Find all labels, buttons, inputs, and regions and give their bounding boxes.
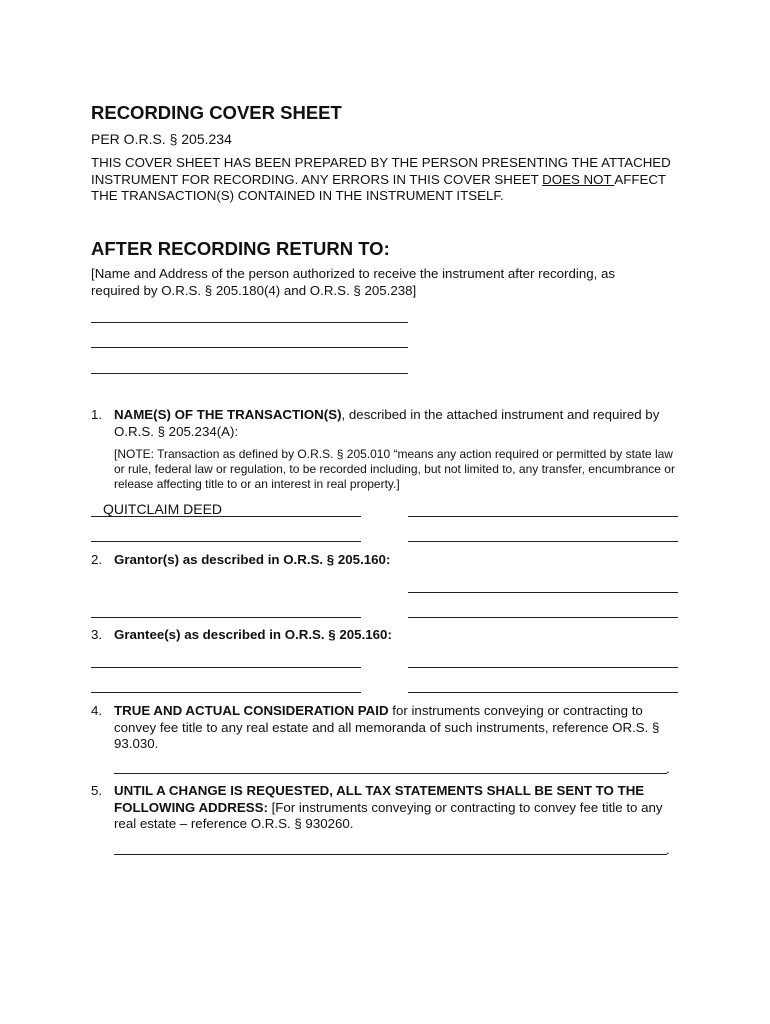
grantee-line-1[interactable] bbox=[91, 667, 361, 668]
return-to-instructions: [Name and Address of the person authorized to receive the instrument after recording, as required by O.R.S. § 205.180(4) and O.R.S. § 205.238] bbox=[91, 266, 616, 298]
transaction-line-4[interactable] bbox=[408, 541, 678, 542]
grantor-line-2[interactable] bbox=[91, 617, 361, 618]
consideration-line-end: . bbox=[666, 761, 670, 776]
grantee-line-2[interactable] bbox=[408, 667, 678, 668]
consideration-line[interactable] bbox=[114, 773, 667, 774]
section-2-heading: Grantor(s) as described in O.R.S. § 205.160: bbox=[114, 552, 391, 567]
section-5-bold: UNTIL A CHANGE IS REQUESTED, ALL TAX STATEMENTS SHALL BE SENT TO THE FOLLOWING ADDRESS: bbox=[114, 783, 645, 815]
tax-address-line[interactable] bbox=[114, 854, 667, 855]
section-4-heading bbox=[114, 703, 674, 753]
section-1-text: , described in the attached instrument and required by O.R.S. § 205.234(A): bbox=[114, 407, 660, 439]
transaction-name-value: QUITCLAIM DEED bbox=[103, 501, 223, 517]
section-4-text: for instruments conveying or contracting to convey fee title to any real estate and all memoranda of such instruments, reference OR.S. § 93.030. bbox=[114, 703, 660, 751]
return-to-title: AFTER RECORDING RETURN TO: bbox=[91, 238, 390, 259]
transaction-line-3[interactable] bbox=[91, 541, 361, 542]
grantor-line-3[interactable] bbox=[408, 617, 678, 618]
page-title: RECORDING COVER SHEET bbox=[91, 102, 342, 123]
section-5-number: 5. bbox=[91, 783, 103, 798]
return-address-line-2[interactable] bbox=[91, 347, 408, 348]
section-1-heading bbox=[114, 407, 676, 440]
section-4-bold: TRUE AND ACTUAL CONSIDERATION PAID bbox=[114, 703, 389, 718]
section-4-number: 4. bbox=[91, 703, 103, 718]
grantor-line-1[interactable] bbox=[408, 592, 678, 593]
section-2-number: 2. bbox=[91, 552, 103, 567]
notice-text-2: AFFECT THE TRANSACTION(S) CONTAINED IN THE INSTRUMENT ITSELF. bbox=[91, 171, 666, 203]
cover-sheet-notice bbox=[91, 155, 671, 205]
grantee-line-3[interactable] bbox=[91, 692, 361, 693]
return-address-line-1[interactable] bbox=[91, 322, 408, 323]
notice-underlined: DOES NOT bbox=[542, 171, 615, 187]
transaction-line-2[interactable] bbox=[408, 516, 678, 517]
section-3-heading: Grantee(s) as described in O.R.S. § 205.160: bbox=[114, 627, 392, 642]
tax-address-line-end: . bbox=[666, 842, 670, 857]
section-1-note: [NOTE: Transaction as defined by O.R.S. § 205.010 “means any action required or permitted by state law or rule, federal law or regulation, to be recorded including, but not limited to, any transfer, encumbrance or release affecting title to or an interest in real property.] bbox=[114, 447, 675, 492]
section-1-number: 1. bbox=[91, 407, 103, 422]
grantee-line-4[interactable] bbox=[408, 692, 678, 693]
notice-text-1: THIS COVER SHEET HAS BEEN PREPARED BY THE PERSON PRESENTING THE ATTACHED INSTRUMENT FOR RECORDING. ANY ERRORS IN THIS COVER SHEET bbox=[91, 155, 671, 187]
transaction-line-1[interactable] bbox=[91, 516, 361, 517]
page-subtitle: PER O.R.S. § 205.234 bbox=[91, 131, 232, 147]
section-5-heading bbox=[114, 783, 680, 833]
section-5-text: [For instruments conveying or contracting to convey fee title to any real estate – reference O.R.S. § 930260. bbox=[114, 799, 663, 831]
return-address-line-3[interactable] bbox=[91, 373, 408, 374]
section-1-bold: NAME(S) OF THE TRANSACTION(S) bbox=[114, 407, 342, 422]
section-3-number: 3. bbox=[91, 627, 103, 642]
